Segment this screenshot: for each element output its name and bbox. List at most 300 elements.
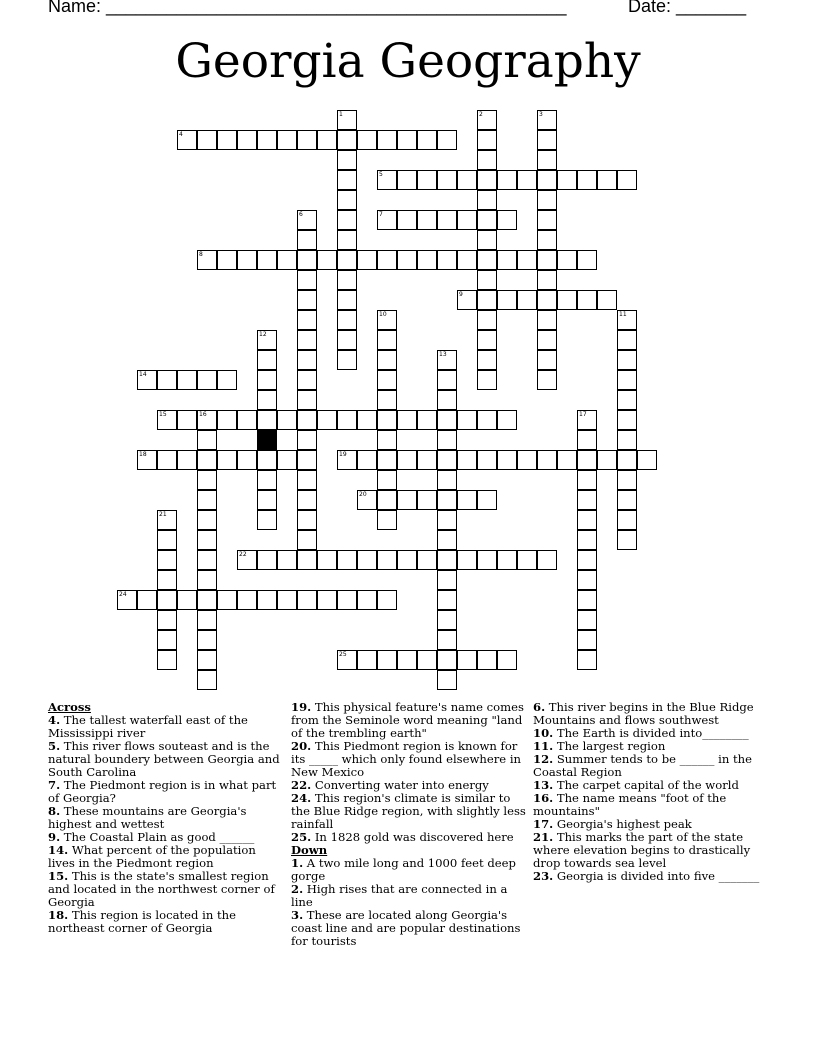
crossword-cell[interactable] <box>317 410 337 430</box>
crossword-cell[interactable] <box>517 170 537 190</box>
crossword-cell[interactable] <box>177 410 197 430</box>
crossword-cell[interactable] <box>297 330 317 350</box>
crossword-cell[interactable] <box>397 490 417 510</box>
clues-column-2 <box>291 701 527 948</box>
crossword-cell[interactable] <box>217 410 237 430</box>
crossword-cell[interactable] <box>177 450 197 470</box>
crossword-cell[interactable] <box>357 650 377 670</box>
crossword-cell[interactable] <box>197 470 217 490</box>
crossword-cell[interactable] <box>297 130 317 150</box>
name-field[interactable]: Name: ______________________________________________ <box>48 0 567 16</box>
crossword-cell[interactable] <box>617 310 637 330</box>
crossword-cell[interactable] <box>197 590 217 610</box>
crossword-cell[interactable] <box>617 430 637 450</box>
crossword-cell[interactable] <box>237 450 257 470</box>
crossword-cell[interactable] <box>337 190 357 210</box>
crossword-cell[interactable] <box>577 410 597 430</box>
crossword-cell[interactable] <box>297 410 317 430</box>
crossword-cell[interactable] <box>417 130 437 150</box>
crossword-cell[interactable] <box>337 170 357 190</box>
crossword-cell[interactable] <box>257 510 277 530</box>
crossword-cell[interactable] <box>337 110 357 130</box>
crossword-cell[interactable] <box>497 550 517 570</box>
crossword-cell[interactable] <box>477 190 497 210</box>
crossword-cell[interactable] <box>277 130 297 150</box>
crossword-cell[interactable] <box>497 210 517 230</box>
crossword-cell[interactable] <box>557 250 577 270</box>
crossword-cell[interactable] <box>337 290 357 310</box>
crossword-cell[interactable] <box>237 130 257 150</box>
crossword-cell[interactable] <box>257 470 277 490</box>
crossword-cell[interactable] <box>437 570 457 590</box>
crossword-cell[interactable] <box>157 610 177 630</box>
crossword-cell[interactable] <box>337 310 357 330</box>
crossword-cell[interactable] <box>477 550 497 570</box>
crossword-cell[interactable] <box>577 450 597 470</box>
crossword-cell[interactable] <box>257 550 277 570</box>
crossword-cell[interactable] <box>457 450 477 470</box>
crossword-cell[interactable] <box>497 290 517 310</box>
crossword-cell[interactable] <box>257 250 277 270</box>
crossword-cell[interactable] <box>197 510 217 530</box>
crossword-cell[interactable] <box>277 250 297 270</box>
crossword-cell[interactable] <box>317 550 337 570</box>
crossword-cell[interactable] <box>477 490 497 510</box>
crossword-cell[interactable] <box>257 330 277 350</box>
crossword-cell[interactable] <box>237 550 257 570</box>
crossword-cell[interactable] <box>597 170 617 190</box>
crossword-cell[interactable] <box>377 250 397 270</box>
crossword-cell[interactable] <box>297 370 317 390</box>
crossword-cell[interactable] <box>377 130 397 150</box>
crossword-cell[interactable] <box>557 170 577 190</box>
crossword-cell[interactable] <box>457 290 477 310</box>
crossword-cell[interactable] <box>537 170 557 190</box>
crossword-cell[interactable] <box>437 550 457 570</box>
crossword-cell[interactable] <box>197 630 217 650</box>
crossword-cell[interactable] <box>397 550 417 570</box>
crossword-cell[interactable] <box>437 370 457 390</box>
crossword-cell[interactable] <box>257 450 277 470</box>
crossword-cell[interactable] <box>597 450 617 470</box>
crossword-cell[interactable] <box>437 610 457 630</box>
crossword-cell[interactable] <box>417 550 437 570</box>
crossword-cell[interactable] <box>257 590 277 610</box>
crossword-cell[interactable] <box>197 650 217 670</box>
clue-text: Converting water into energy <box>311 778 489 792</box>
crossword-cell[interactable] <box>197 530 217 550</box>
crossword-cell[interactable] <box>617 170 637 190</box>
crossword-cell[interactable] <box>457 650 477 670</box>
crossword-cell[interactable] <box>337 350 357 370</box>
crossword-cell[interactable] <box>357 250 377 270</box>
crossword-cell[interactable] <box>217 250 237 270</box>
clue-number: 6. <box>533 700 546 714</box>
crossword-cell[interactable] <box>337 330 357 350</box>
crossword-cell[interactable] <box>297 390 317 410</box>
crossword-cell[interactable] <box>577 250 597 270</box>
crossword-cell[interactable] <box>237 410 257 430</box>
clue-text: The largest region <box>553 739 666 753</box>
crossword-cell[interactable] <box>417 250 437 270</box>
crossword-cell[interactable] <box>457 250 477 270</box>
crossword-cell[interactable] <box>297 590 317 610</box>
crossword-cell[interactable] <box>377 470 397 490</box>
crossword-cell[interactable] <box>477 110 497 130</box>
crossword-cell[interactable] <box>297 550 317 570</box>
crossword-cell[interactable] <box>437 450 457 470</box>
crossword-cell[interactable] <box>577 490 597 510</box>
crossword-cell[interactable] <box>297 310 317 330</box>
crossword-cell[interactable] <box>577 650 597 670</box>
crossword-cell[interactable] <box>517 450 537 470</box>
crossword-cell[interactable] <box>317 590 337 610</box>
crossword-cell[interactable] <box>197 450 217 470</box>
clue-number: 13 <box>439 351 447 358</box>
crossword-cell[interactable] <box>337 650 357 670</box>
crossword-cell[interactable] <box>197 430 217 450</box>
clue-number: 10. <box>533 726 554 740</box>
crossword-cell[interactable] <box>437 350 457 370</box>
crossword-cell[interactable] <box>397 250 417 270</box>
crossword-cell[interactable] <box>437 490 457 510</box>
crossword-cell[interactable] <box>437 470 457 490</box>
crossword-cell[interactable] <box>577 630 597 650</box>
crossword-cell[interactable] <box>337 550 357 570</box>
crossword-cell[interactable] <box>417 450 437 470</box>
crossword-cell[interactable] <box>157 650 177 670</box>
clue-number: 12 <box>259 331 267 338</box>
crossword-cell[interactable] <box>377 590 397 610</box>
crossword-cell[interactable] <box>337 130 357 150</box>
crossword-cell[interactable] <box>177 130 197 150</box>
crossword-cell[interactable] <box>457 550 477 570</box>
crossword-cell[interactable] <box>497 410 517 430</box>
crossword-cell[interactable] <box>197 670 217 690</box>
crossword-cell[interactable] <box>577 290 597 310</box>
crossword-cell[interactable] <box>337 230 357 250</box>
crossword-cell[interactable] <box>537 270 557 290</box>
crossword-cell[interactable] <box>557 450 577 470</box>
crossword-cell[interactable] <box>377 410 397 430</box>
clue-number: 20 <box>359 491 367 498</box>
crossword-cell[interactable] <box>237 250 257 270</box>
crossword-cell[interactable] <box>537 450 557 470</box>
crossword-cell[interactable] <box>457 410 477 430</box>
crossword-cell[interactable] <box>477 370 497 390</box>
crossword-cell[interactable] <box>437 250 457 270</box>
crossword-cell[interactable] <box>197 550 217 570</box>
crossword-cell[interactable] <box>377 370 397 390</box>
crossword-cell[interactable] <box>297 350 317 370</box>
crossword-cell[interactable] <box>397 650 417 670</box>
clue-text: This marks the part of the state where elevation begins to drastically drop towards sea level <box>533 830 751 870</box>
crossword-cell[interactable] <box>537 210 557 230</box>
crossword-cell[interactable] <box>157 590 177 610</box>
crossword-cell[interactable] <box>377 650 397 670</box>
clue-number: 2 <box>479 111 483 118</box>
crossword-cell[interactable] <box>477 250 497 270</box>
crossword-cell[interactable] <box>177 370 197 390</box>
clue-text: This is the state's smallest region and located in the northwest corner of Georgia <box>48 869 275 909</box>
crossword-cell[interactable] <box>437 510 457 530</box>
crossword-cell[interactable] <box>477 410 497 430</box>
crossword-cell[interactable] <box>437 390 457 410</box>
crossword-cell[interactable] <box>617 510 637 530</box>
crossword-cell[interactable] <box>197 130 217 150</box>
clue-number: 21 <box>159 511 167 518</box>
crossword-cell[interactable] <box>397 170 417 190</box>
clue-number: 1 <box>339 111 343 118</box>
crossword-cell[interactable] <box>617 330 637 350</box>
crossword-cell[interactable] <box>157 450 177 470</box>
crossword-cell[interactable] <box>617 450 637 470</box>
crossword-cell[interactable] <box>337 590 357 610</box>
crossword-cell[interactable] <box>537 550 557 570</box>
crossword-cell[interactable] <box>197 370 217 390</box>
crossword-cell[interactable] <box>537 310 557 330</box>
crossword-cell[interactable] <box>437 590 457 610</box>
crossword-cell[interactable] <box>437 410 457 430</box>
crossword-cell[interactable] <box>537 250 557 270</box>
crossword-cell[interactable] <box>497 170 517 190</box>
crossword-cell[interactable] <box>517 250 537 270</box>
crossword-cell[interactable] <box>537 190 557 210</box>
crossword-cell[interactable] <box>397 130 417 150</box>
crossword-cell[interactable] <box>397 410 417 430</box>
clue-text: These are located along Georgia's coast line and are popular destinations for tourists <box>291 908 521 948</box>
crossword-cell[interactable] <box>317 250 337 270</box>
crossword-cell[interactable] <box>237 590 257 610</box>
crossword-cell[interactable] <box>437 170 457 190</box>
crossword-cell[interactable] <box>157 550 177 570</box>
crossword-cell[interactable] <box>217 590 237 610</box>
crossword-cell[interactable] <box>357 550 377 570</box>
crossword-cell[interactable] <box>377 450 397 470</box>
crossword-cell[interactable] <box>297 270 317 290</box>
crossword-cell[interactable] <box>577 170 597 190</box>
clue-item <box>291 701 527 740</box>
crossword-cell[interactable] <box>537 110 557 130</box>
crossword-cell[interactable] <box>197 410 217 430</box>
crossword-cell[interactable] <box>157 370 177 390</box>
crossword-cell[interactable] <box>457 210 477 230</box>
crossword-cell[interactable] <box>477 270 497 290</box>
crossword-cell[interactable] <box>477 230 497 250</box>
crossword-cell[interactable] <box>357 130 377 150</box>
crossword-cell[interactable] <box>377 550 397 570</box>
crossword-cell[interactable] <box>417 410 437 430</box>
crossword-cell[interactable] <box>397 210 417 230</box>
clue-item <box>291 792 527 831</box>
crossword-cell[interactable] <box>577 590 597 610</box>
crossword-cell[interactable] <box>337 410 357 430</box>
crossword-cell[interactable] <box>157 510 177 530</box>
clue-number: 15 <box>159 411 167 418</box>
crossword-cell[interactable] <box>277 590 297 610</box>
crossword-cell[interactable] <box>477 650 497 670</box>
crossword-cell[interactable] <box>157 530 177 550</box>
crossword-cell[interactable] <box>437 650 457 670</box>
crossword-cell[interactable] <box>577 570 597 590</box>
crossword-cell[interactable] <box>377 330 397 350</box>
crossword-cell[interactable] <box>197 610 217 630</box>
crossword-cell[interactable] <box>357 490 377 510</box>
crossword-cell[interactable] <box>377 210 397 230</box>
crossword-cell[interactable] <box>477 290 497 310</box>
crossword-cell[interactable] <box>417 650 437 670</box>
crossword-cell[interactable] <box>537 330 557 350</box>
crossword-cell[interactable] <box>337 150 357 170</box>
crossword-cell[interactable] <box>437 530 457 550</box>
crossword-cell[interactable] <box>297 450 317 470</box>
crossword-cell[interactable] <box>157 630 177 650</box>
clue-text: This river flows souteast and is the natural boundery between Georgia and South Carolina <box>48 739 280 779</box>
crossword-cell[interactable] <box>417 490 437 510</box>
crossword-cell[interactable] <box>617 410 637 430</box>
crossword-cell[interactable] <box>537 230 557 250</box>
crossword-cell[interactable] <box>137 450 157 470</box>
crossword-cell[interactable] <box>257 490 277 510</box>
crossword-cell[interactable] <box>297 530 317 550</box>
crossword-cell[interactable] <box>617 390 637 410</box>
crossword-cell[interactable] <box>477 450 497 470</box>
crossword-cell[interactable] <box>257 130 277 150</box>
crossword-cell[interactable] <box>357 450 377 470</box>
crossword-cell[interactable] <box>477 330 497 350</box>
crossword-cell[interactable] <box>297 290 317 310</box>
crossword-cell[interactable] <box>197 570 217 590</box>
crossword-cell[interactable] <box>297 510 317 530</box>
crossword-cell[interactable] <box>457 170 477 190</box>
clue-text: This Piedmont region is known for its _____ which only found elsewhere in New Mexico <box>291 739 522 779</box>
crossword-cell[interactable] <box>477 210 497 230</box>
crossword-cell[interactable] <box>537 370 557 390</box>
crossword-cell[interactable] <box>217 130 237 150</box>
crossword-cell[interactable] <box>437 430 457 450</box>
crossword-cell[interactable] <box>377 170 397 190</box>
crossword-cell[interactable] <box>357 410 377 430</box>
clue-text: This physical feature's name comes from the Seminole word meaning "land of the trembling earth" <box>291 700 524 740</box>
crossword-cell[interactable] <box>537 150 557 170</box>
crossword-cell[interactable] <box>637 450 657 470</box>
crossword-cell[interactable] <box>617 350 637 370</box>
across-clue-list <box>48 714 280 935</box>
crossword-cell[interactable] <box>177 590 197 610</box>
crossword-cell[interactable] <box>377 350 397 370</box>
crossword-cell[interactable] <box>577 610 597 630</box>
crossword-cell[interactable] <box>277 410 297 430</box>
crossword-cell[interactable] <box>277 450 297 470</box>
crossword-cell[interactable] <box>257 410 277 430</box>
crossword-cell[interactable] <box>377 430 397 450</box>
clue-item <box>48 740 280 779</box>
crossword-cell[interactable] <box>197 490 217 510</box>
crossword-cell[interactable] <box>437 630 457 650</box>
date-field[interactable]: Date: _______ <box>628 0 747 16</box>
clue-text: The Coastal Plain as good ______ <box>60 830 255 844</box>
crossword-cell[interactable] <box>297 430 317 450</box>
crossword-cell[interactable] <box>377 310 397 330</box>
crossword-cell[interactable] <box>537 130 557 150</box>
crossword-cell[interactable] <box>217 450 237 470</box>
crossword-cell[interactable] <box>417 210 437 230</box>
crossword-cell[interactable] <box>617 490 637 510</box>
crossword-cell[interactable] <box>277 550 297 570</box>
crossword-cell[interactable] <box>577 510 597 530</box>
down-clue-list-continued <box>533 701 769 883</box>
clue-item <box>48 714 280 740</box>
crossword-cell[interactable] <box>497 250 517 270</box>
crossword-cell[interactable] <box>597 290 617 310</box>
crossword-cell[interactable] <box>577 530 597 550</box>
crossword-cell[interactable] <box>517 550 537 570</box>
crossword-cell[interactable] <box>257 350 277 370</box>
crossword-cell[interactable] <box>337 210 357 230</box>
crossword-cell[interactable] <box>617 370 637 390</box>
clue-number: 15. <box>48 869 69 883</box>
clue-text: High rises that are connected in a line <box>291 882 508 909</box>
crossword-cell[interactable] <box>537 350 557 370</box>
crossword-cell[interactable] <box>497 650 517 670</box>
crossword-cell[interactable] <box>377 390 397 410</box>
crossword-cell[interactable] <box>137 370 157 390</box>
crossword-cell[interactable] <box>257 370 277 390</box>
crossword-cell[interactable] <box>217 370 237 390</box>
crossword-cell[interactable] <box>617 470 637 490</box>
crossword-cell[interactable] <box>497 450 517 470</box>
crossword-cell[interactable] <box>477 350 497 370</box>
crossword-cell[interactable] <box>577 470 597 490</box>
crossword-cell[interactable] <box>417 170 437 190</box>
crossword-cell[interactable] <box>437 130 457 150</box>
crossword-cell[interactable] <box>297 490 317 510</box>
crossword-cell[interactable] <box>357 590 377 610</box>
crossword-cell[interactable] <box>397 450 417 470</box>
crossword-cell[interactable] <box>317 130 337 150</box>
crossword-cell[interactable] <box>437 670 457 690</box>
crossword-cell[interactable] <box>297 250 317 270</box>
crossword-cell[interactable] <box>257 390 277 410</box>
crossword-cell[interactable] <box>577 430 597 450</box>
crossword-cell[interactable] <box>137 590 157 610</box>
crossword-cell[interactable] <box>157 570 177 590</box>
crossword-cell[interactable] <box>337 270 357 290</box>
crossword-cell[interactable] <box>377 510 397 530</box>
crossword-cell[interactable] <box>477 150 497 170</box>
crossword-cell[interactable] <box>297 470 317 490</box>
crossword-cell[interactable] <box>297 210 317 230</box>
crossword-cell[interactable] <box>337 250 357 270</box>
crossword-cell[interactable] <box>297 230 317 250</box>
crossword-cell[interactable] <box>457 490 477 510</box>
crossword-cell[interactable] <box>577 550 597 570</box>
crossword-cell[interactable] <box>557 290 577 310</box>
crossword-cell[interactable] <box>537 290 557 310</box>
crossword-cell[interactable] <box>377 490 397 510</box>
crossword-cell[interactable] <box>477 310 497 330</box>
crossword-cell[interactable] <box>437 210 457 230</box>
crossword-cell[interactable] <box>157 410 177 430</box>
clue-item <box>291 740 527 779</box>
crossword-cell[interactable] <box>477 170 497 190</box>
crossword-cell[interactable] <box>197 250 217 270</box>
crossword-cell[interactable] <box>517 290 537 310</box>
crossword-cell[interactable] <box>617 530 637 550</box>
crossword-cell[interactable] <box>337 450 357 470</box>
crossword-cell[interactable] <box>117 590 137 610</box>
crossword-cell[interactable] <box>477 130 497 150</box>
